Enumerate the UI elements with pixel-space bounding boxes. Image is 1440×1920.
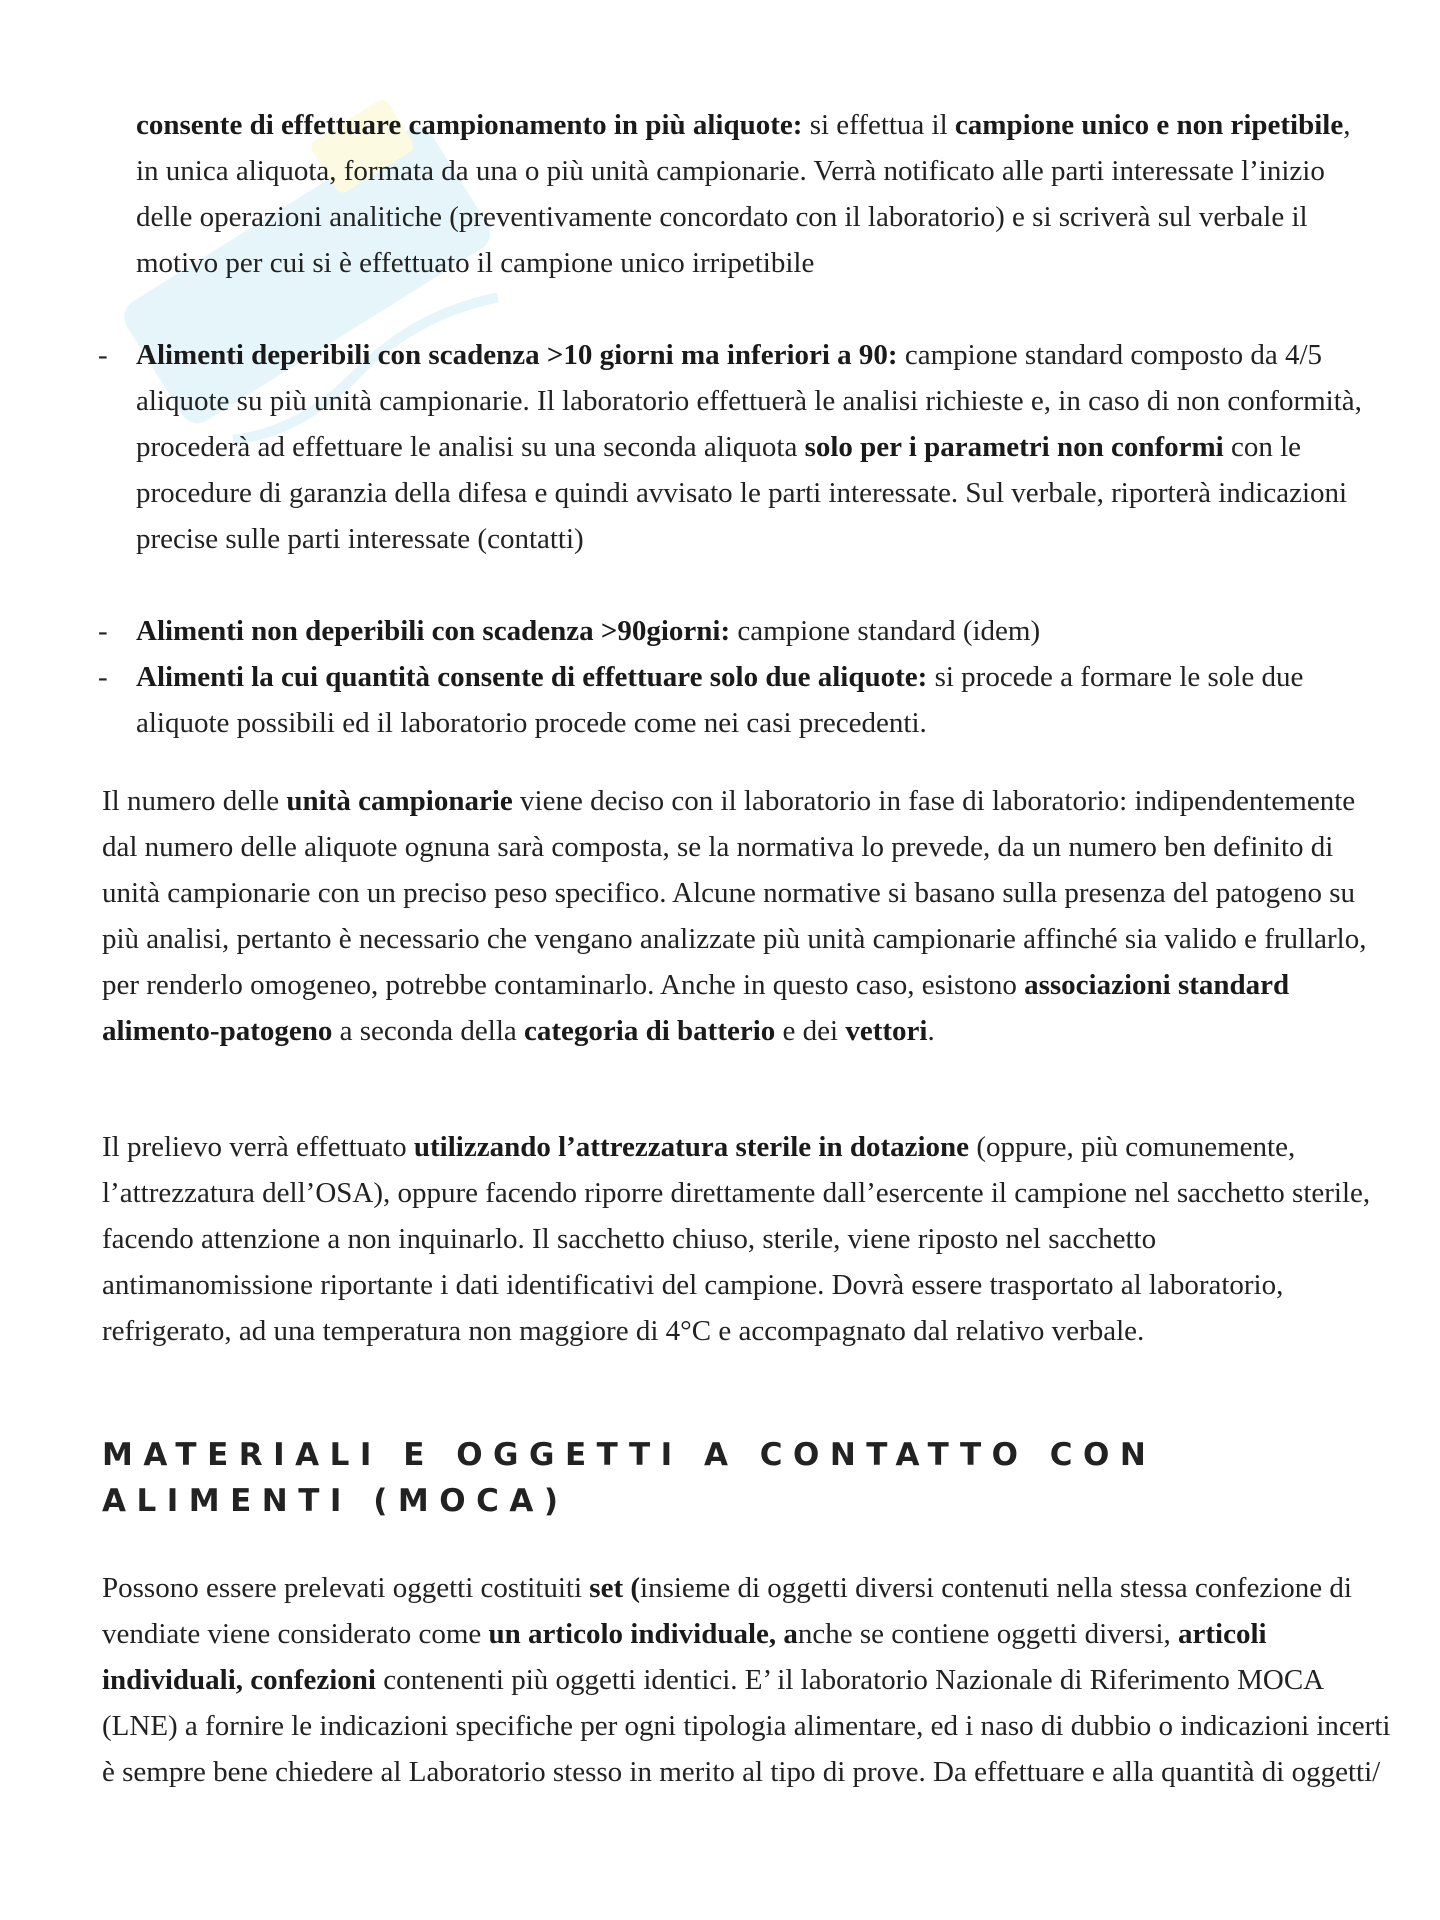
text-run: si effettua il <box>802 109 955 141</box>
bold-phrase: solo per i parametri non conformi <box>804 431 1224 463</box>
text-run: si procede a formare le sole due aliquote possibili ed il laboratorio procede come nei casi precedenti. <box>136 661 1304 739</box>
bold-phrase: associazioni standard alimento-patogeno <box>102 969 1290 1047</box>
text-run: campione standard (idem) <box>730 615 1041 647</box>
bullet-dash: - <box>98 661 108 693</box>
text-run: . <box>927 1015 935 1047</box>
bold-phrase: Alimenti non deperibili con scadenza >90giorni: <box>136 615 731 647</box>
bold-phrase: Alimenti la cui quantità consente di effettuare solo due aliquote: <box>136 661 928 693</box>
text-run: a seconda della <box>332 1015 525 1047</box>
bold-phrase: vettori <box>845 1015 928 1047</box>
text-run: viene deciso con il laboratorio in fase di laboratorio: indipendentemente dal numero delle aliquote ognuna sarà composta, se la normativa lo prevede, da un numero ben definito di unità campionarie con un preciso peso specifico. Alcune normative si basano sulla presenza del patogeno su più analisi, pertanto è necessario che vengano analizzate più unità campionarie affinché sia valido e frullarlo, per renderlo omogeneo, potrebbe contaminarlo. Anche in questo caso, esistono <box>102 785 1367 1001</box>
paragraph-moca <box>102 1565 1392 1795</box>
list-item-text <box>136 654 1366 746</box>
bold-phrase: utilizzando l’attrezzatura sterile in dotazione <box>413 1131 970 1163</box>
text-run: Possono essere prelevati oggetti costituiti <box>102 1572 590 1604</box>
section-heading: MATERIALI E OGGETTI A CONTATTO CON ALIMENTI (MOCA) <box>102 1437 1157 1519</box>
bold-phrase: un articolo individuale, a <box>488 1618 798 1650</box>
text-run: (oppure, più comunemente, l’attrezzatura dell’OSA), oppure facendo riporre direttamente dall’esercente il campione nel sacchetto sterile, facendo attenzione a non inquinarlo. Il sacchetto chiuso, sterile, viene riposto nel sacchetto antimanomissione riportante i dati identificativi del campione. Dovrà essere trasportato al laboratorio, refrigerato, ad una temperatura non maggiore di 4°C e accompagnato dal relativo verbale. <box>102 1131 1371 1347</box>
paragraph-prelievo <box>102 1124 1372 1354</box>
text-run: nche se contiene oggetti diversi, <box>797 1618 1179 1650</box>
text-run: con le procedure di garanzia della difesa e quindi avvisato le parti interessate. Sul verbale, riporterà indicazioni precise sulle parti interessate (contatti) <box>136 431 1348 555</box>
bold-phrase: articoli individuali, confezioni <box>102 1618 1267 1696</box>
bold-phrase: consente di effettuare campionamento in più aliquote: <box>136 109 803 141</box>
bold-phrase: set ( <box>589 1572 641 1604</box>
list-item-text <box>136 608 1366 654</box>
text-run: Il prelievo verrà effettuato <box>102 1131 414 1163</box>
list-item <box>98 654 1366 746</box>
bullet-dash: - <box>98 339 108 371</box>
text-run: campione standard composto da 4/5 aliquote su più unità campionarie. Il laboratorio effettuerà le analisi richieste e, in caso di non conformità, procederà ad effettuare le analisi su una seconda aliquota <box>136 339 1362 463</box>
bold-phrase: campione unico e non ripetibile <box>954 109 1344 141</box>
text-run: Il numero delle <box>102 785 287 817</box>
bold-phrase: Alimenti deperibili con scadenza >10 giorni ma inferiori a 90: <box>136 339 898 371</box>
bullet-dash: - <box>98 615 108 647</box>
list-item-text <box>136 332 1366 562</box>
paragraph-unita-campionarie <box>102 778 1372 1054</box>
text-run: , in unica aliquota, formata da una o più unità campionarie. Verrà notificato alle parti interessate l’inizio delle operazioni analitiche (preventivamente concordato con il laboratorio) e si scriverà sul verbale il motivo per cui si è effettuato il campione unico irripetibile <box>136 109 1351 279</box>
bold-phrase: unità campionarie <box>286 785 513 817</box>
text-run: contenenti più oggetti identici. E’ il laboratorio Nazionale di Riferimento MOCA (LNE) a fornire le indicazioni specifiche per ogni tipologia alimentare, ed i naso di dubbio o indicazioni incerti è sempre bene chiedere al Laboratorio stesso in merito al tipo di prove. Da effettuare e alla quantità di oggetti/ <box>102 1664 1391 1788</box>
text-run: insieme di oggetti diversi contenuti nella stessa confezione di vendiate viene considerato come <box>102 1572 1352 1650</box>
list-item <box>98 332 1366 562</box>
bold-phrase: categoria di batterio <box>524 1015 776 1047</box>
continued-bullet-text <box>136 102 1366 286</box>
text-run: e dei <box>775 1015 846 1047</box>
list-item <box>98 608 1366 654</box>
